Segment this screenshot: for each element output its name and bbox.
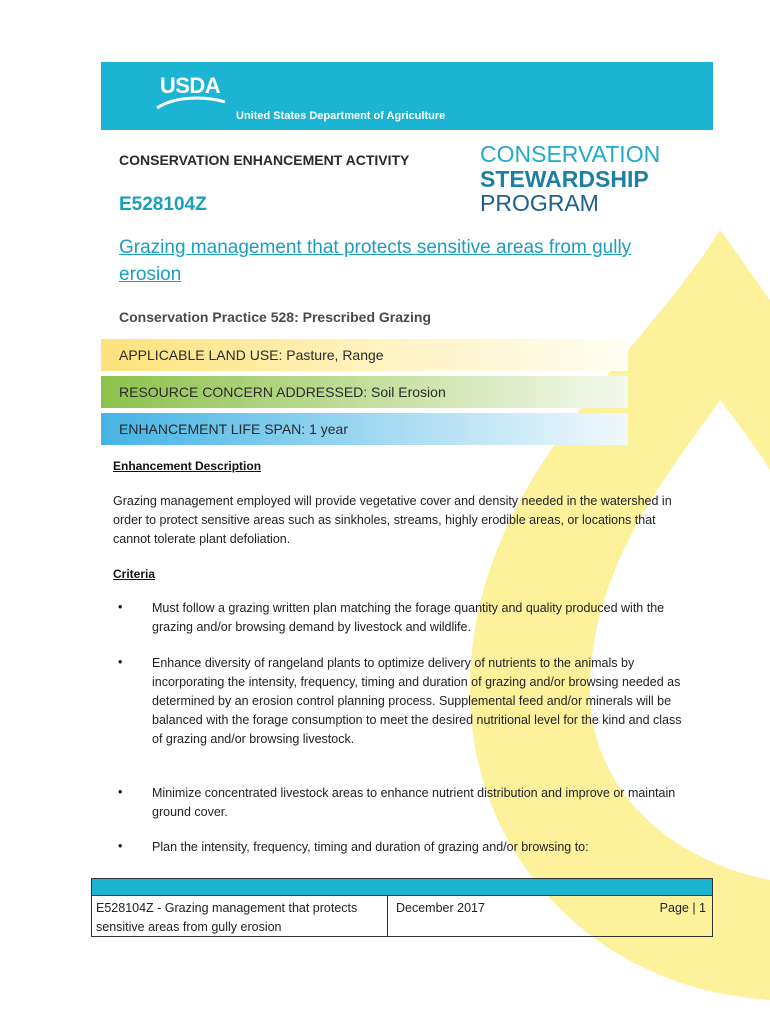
description-heading: Enhancement Description	[113, 459, 262, 473]
conservation-practice: Conservation Practice 528: Prescribed Grazing	[119, 309, 432, 325]
csp-program-logo	[480, 143, 660, 215]
resource-concern-band	[101, 376, 628, 408]
criteria-item-3: Minimize concentrated livestock areas to enhance nutrient distribution and improve or maintain ground cover.	[152, 786, 676, 819]
footer-color-bar	[91, 878, 713, 896]
department-name: United States Department of Agriculture	[236, 110, 446, 122]
life-span-text: ENHANCEMENT LIFE SPAN: 1 year	[119, 421, 348, 437]
usda-swoosh-icon	[155, 96, 227, 110]
life-span-band	[101, 413, 628, 445]
bullet-icon: •	[118, 600, 123, 614]
bullet-icon: •	[118, 839, 123, 853]
resource-concern-text: RESOURCE CONCERN ADDRESSED: Soil Erosion	[119, 384, 446, 400]
csp-logo-line-3: PROGRAM	[480, 190, 599, 216]
footer-table	[91, 895, 713, 937]
enhancement-code: E528104Z	[119, 194, 207, 215]
footer-page-number: Page | 1	[659, 901, 706, 915]
usda-header-banner	[101, 62, 713, 130]
bullet-icon: •	[118, 785, 123, 799]
criteria-item-2: Enhance diversity of rangeland plants to optimize delivery of nutrients to the animals by incorporating the intensity, frequency, timing and duration of grazing and/or browsing needed as determined by an erosion control planning process. Supplemental feed and/or minerals will be balanced with the forage consumption to meet the desired nutritional level for the kind and class of grazing and/or browsing livestock.	[152, 656, 682, 746]
bullet-icon: •	[118, 655, 123, 669]
criteria-heading: Criteria	[113, 567, 156, 581]
criteria-item-1: Must follow a grazing written plan matching the forage quantity and quality produced with the grazing and/or browsing demand by livestock and wildlife.	[152, 601, 665, 634]
land-use-text: APPLICABLE LAND USE: Pasture, Range	[119, 347, 384, 363]
csp-logo-line-2: STEWARDSHIP	[480, 166, 649, 192]
criteria-item-4: Plan the intensity, frequency, timing and duration of grazing and/or browsing to:	[152, 840, 589, 854]
enhancement-title: Grazing management that protects sensitive areas from gully erosion	[119, 237, 632, 285]
footer-doc-title: E528104Z - Grazing management that protects sensitive areas from gully erosion	[92, 895, 388, 936]
land-use-band	[101, 339, 628, 371]
footer-date: December 2017	[396, 901, 485, 915]
csp-logo-line-1: CONSERVATION	[480, 141, 661, 167]
usda-logo-text: USDA	[159, 73, 221, 98]
description-text: Grazing management employed will provide vegetative cover and density needed in the watershed in order to protect sensitive areas such as sinkholes, streams, highly erodible areas, or locations that cannot tolerate plant defoliation.	[113, 494, 672, 546]
activity-label: CONSERVATION ENHANCEMENT ACTIVITY	[119, 152, 410, 168]
